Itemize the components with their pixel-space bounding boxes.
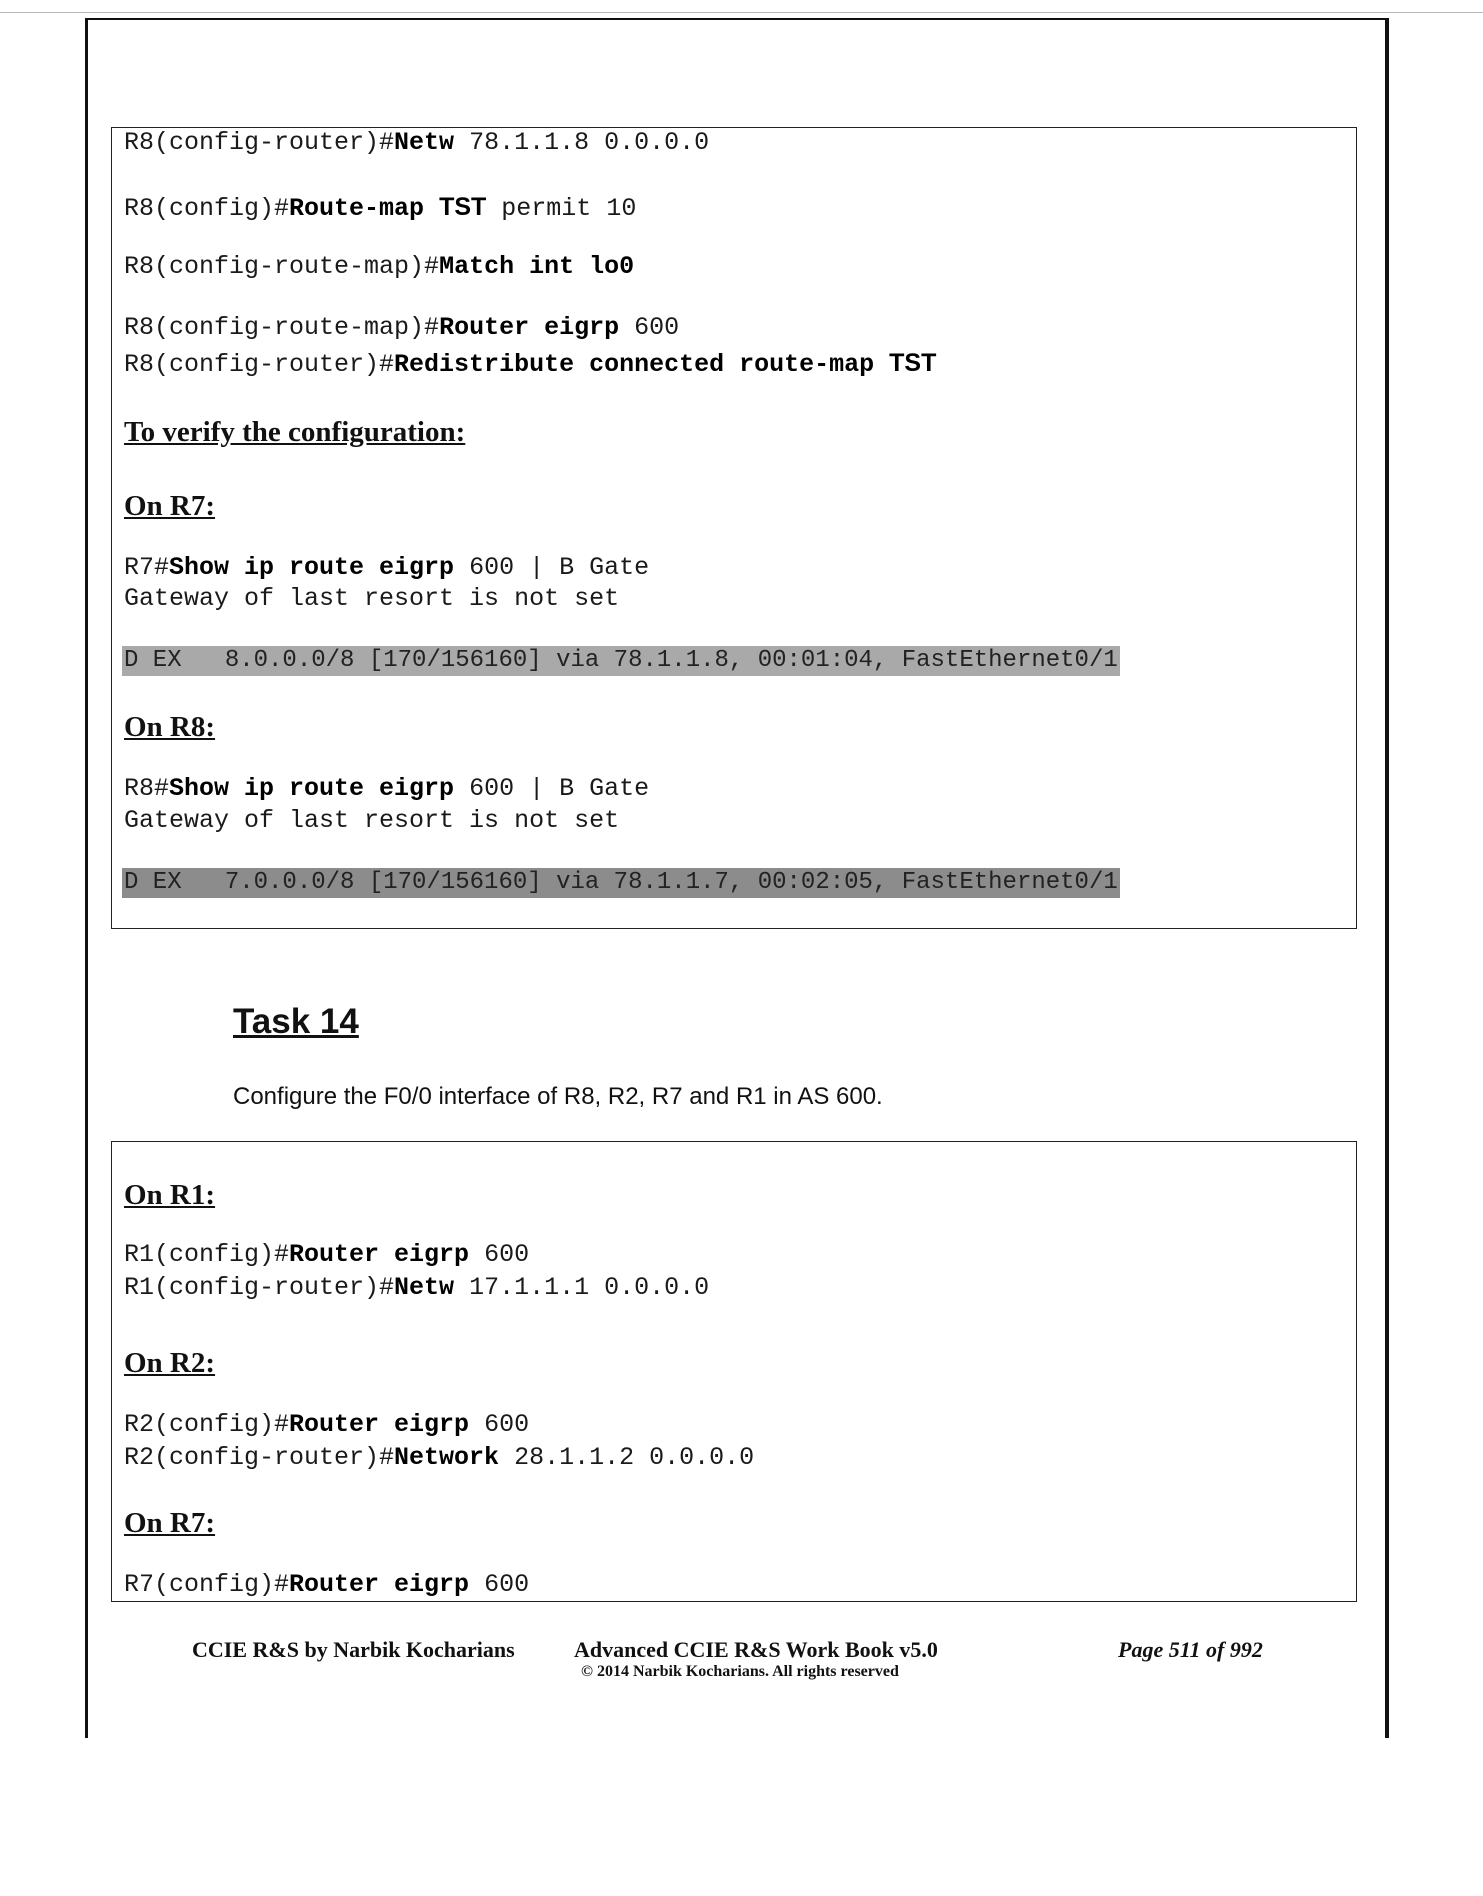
highlighted-route: D EX 8.0.0.0/8 [170/156160] via 78.1.1.8, 00:01:04, FastEthernet0/1 — [124, 647, 1118, 674]
r8-heading: On R8: — [124, 711, 216, 743]
gateway-line: Gateway of last resort is not set — [124, 806, 620, 835]
config-line: R8(config-route-map)#Match int lo0 — [124, 252, 635, 281]
page-frame-left — [85, 18, 88, 1738]
show-command-line: R7#Show ip route eigrp 600 | B Gate — [124, 553, 650, 582]
config-line: R1(config)#Router eigrp 600 — [124, 1240, 530, 1269]
verify-heading: To verify the configuration: — [124, 416, 466, 448]
config-line: R8(config-router)#Redistribute connected route-map TST — [124, 349, 937, 379]
page-frame-top — [85, 18, 1387, 20]
page-frame-right — [1385, 18, 1389, 1738]
footer-page-number: Page 511 of 992 — [1118, 1637, 1263, 1662]
config-line: R2(config)#Router eigrp 600 — [124, 1410, 530, 1439]
r1-heading: On R1: — [124, 1179, 216, 1211]
r2-heading: On R2: — [124, 1347, 216, 1379]
footer-author: CCIE R&S by Narbik Kocharians — [192, 1637, 515, 1662]
config-line: R7(config)#Router eigrp 600 — [124, 1570, 530, 1599]
task-title: Task 14 — [233, 1002, 359, 1041]
config-line: R8(config-router)#Netw 78.1.1.8 0.0.0.0 — [124, 128, 710, 157]
task-description: Configure the F0/0 interface of R8, R2, R7 and R1 in AS 600. — [233, 1083, 883, 1110]
r7-heading: On R7: — [124, 1507, 216, 1539]
config-line: R2(config-router)#Network 28.1.1.2 0.0.0.0 — [124, 1443, 755, 1472]
config-line: R1(config-router)#Netw 17.1.1.1 0.0.0.0 — [124, 1273, 710, 1302]
config-line: R8(config)#Route-map TST permit 10 — [124, 193, 637, 223]
r7-heading: On R7: — [124, 490, 216, 522]
footer-copyright: © 2014 Narbik Kocharians. All rights reserved — [581, 1663, 899, 1680]
footer-book-title: Advanced CCIE R&S Work Book v5.0 — [574, 1637, 938, 1662]
config-line: R8(config-route-map)#Router eigrp 600 — [124, 313, 680, 342]
gateway-line: Gateway of last resort is not set — [124, 584, 620, 613]
top-scan-rule — [0, 12, 1483, 13]
highlighted-route: D EX 7.0.0.0/8 [170/156160] via 78.1.1.7, 00:02:05, FastEthernet0/1 — [124, 869, 1118, 896]
config-box-task14 — [111, 1141, 1357, 1602]
config-box-r8 — [111, 127, 1357, 929]
show-command-line: R8#Show ip route eigrp 600 | B Gate — [124, 774, 650, 803]
